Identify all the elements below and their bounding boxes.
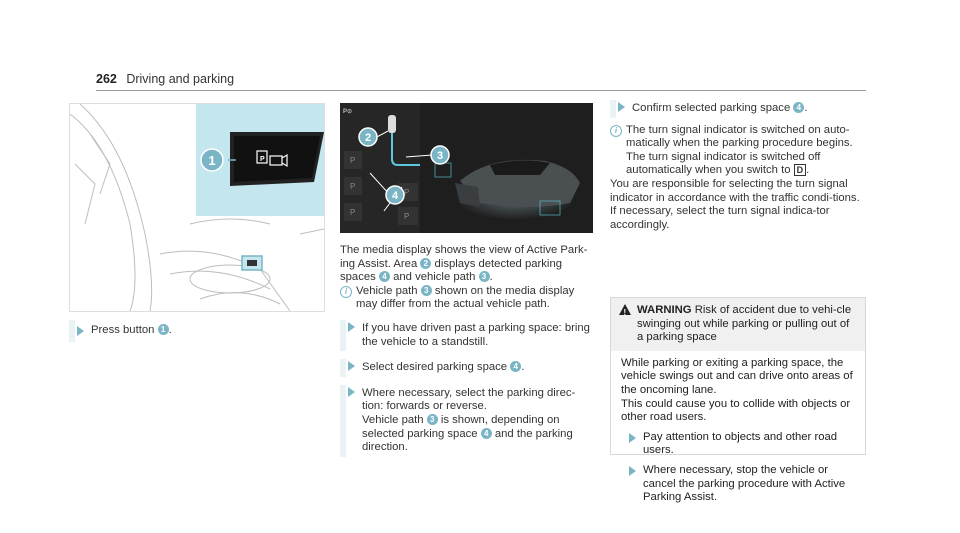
warning-step-1: Pay attention to objects and other road users. xyxy=(621,431,855,458)
warning-body xyxy=(611,351,865,509)
column-1 xyxy=(69,320,323,342)
warning-box xyxy=(610,297,866,504)
callout-4: 4 xyxy=(391,190,399,202)
svg-text:P: P xyxy=(350,208,356,217)
column-2 xyxy=(340,244,596,457)
svg-text:P: P xyxy=(404,212,410,221)
info-note: i Vehicle path 3 shown on the media display may differ from the actual vehicle path. xyxy=(340,285,596,312)
step-press-button: Press button 1 . xyxy=(69,320,323,342)
step-confirm-space: Confirm selected parking space 4 . xyxy=(610,100,866,118)
warning-label: WARNING xyxy=(637,304,692,316)
info-icon: i xyxy=(610,125,622,137)
running-header xyxy=(96,72,234,86)
button-closeup xyxy=(196,104,324,216)
svg-text:P: P xyxy=(350,182,356,191)
step-arrow-icon xyxy=(77,326,84,336)
step-select-space: Select desired parking space 4 . xyxy=(340,359,596,377)
step-arrow-icon xyxy=(348,387,355,397)
callout-2: 2 xyxy=(364,132,372,144)
step-bar xyxy=(69,320,75,342)
responsibility-paragraph: You are responsible for selecting the turn signal indicator in accordance with the traffic condi-tions. If necessary, select the turn signal indica-tor accordingly. xyxy=(610,177,860,231)
page-number: 262 xyxy=(96,72,117,86)
callout-1: 1 xyxy=(208,153,216,168)
info-icon: i xyxy=(340,286,352,298)
warning-header xyxy=(611,298,865,351)
button-inset xyxy=(196,104,324,216)
step-arrow-icon xyxy=(629,466,636,476)
console-button-illustration xyxy=(69,103,325,312)
column-3 xyxy=(610,100,866,232)
step-arrow-icon xyxy=(348,361,355,371)
step-arrow-icon xyxy=(629,433,636,443)
warning-paragraph-2: This could cause you to collide with objects or other road users. xyxy=(621,397,851,424)
svg-text:P: P xyxy=(404,188,410,197)
warning-title: Risk of accident due to vehi-cle swinging out while parking or pulling out of a parking space xyxy=(637,304,852,344)
turn-signal-note: i The turn signal indicator is switched on auto-matically when the parking procedure begins. The turn signal indicator is switched off automatically when you switch to D . xyxy=(610,124,866,178)
svg-text:P: P xyxy=(260,156,265,163)
callout-3: 3 xyxy=(436,150,444,162)
step-parking-direction: Where necessary, select the parking direc-tion: forwards or reverse. Vehicle path 3 is shown, depending on selected parking space 4 and the parking direction. xyxy=(340,385,596,457)
warning-step-2: Where necessary, stop the vehicle or cancel the parking procedure with Active Parking Assist. xyxy=(621,464,855,505)
svg-text:P: P xyxy=(350,156,356,165)
svg-text:P⊙: P⊙ xyxy=(343,109,353,115)
warning-paragraph-1: While parking or exiting a parking space, the vehicle swings out and can drive onto areas of the oncoming lane. xyxy=(621,356,853,396)
step-standstill: If you have driven past a parking space: bring the vehicle to a standstill. xyxy=(340,320,596,351)
gear-d-key: D xyxy=(794,164,807,176)
header-rule xyxy=(96,90,866,91)
warning-icon: ! xyxy=(619,304,631,315)
chapter-title: Driving and parking xyxy=(126,72,235,86)
step-arrow-icon xyxy=(618,102,625,112)
media-display-illustration xyxy=(340,103,593,233)
step-arrow-icon xyxy=(348,322,355,332)
media-display-view xyxy=(340,103,593,233)
callout-ref: 1 xyxy=(158,324,169,335)
intro-paragraph: The media display shows the view of Active Park-ing Assist. Area 2 displays detected parking spaces 4 and vehicle path 3 . xyxy=(340,244,588,284)
